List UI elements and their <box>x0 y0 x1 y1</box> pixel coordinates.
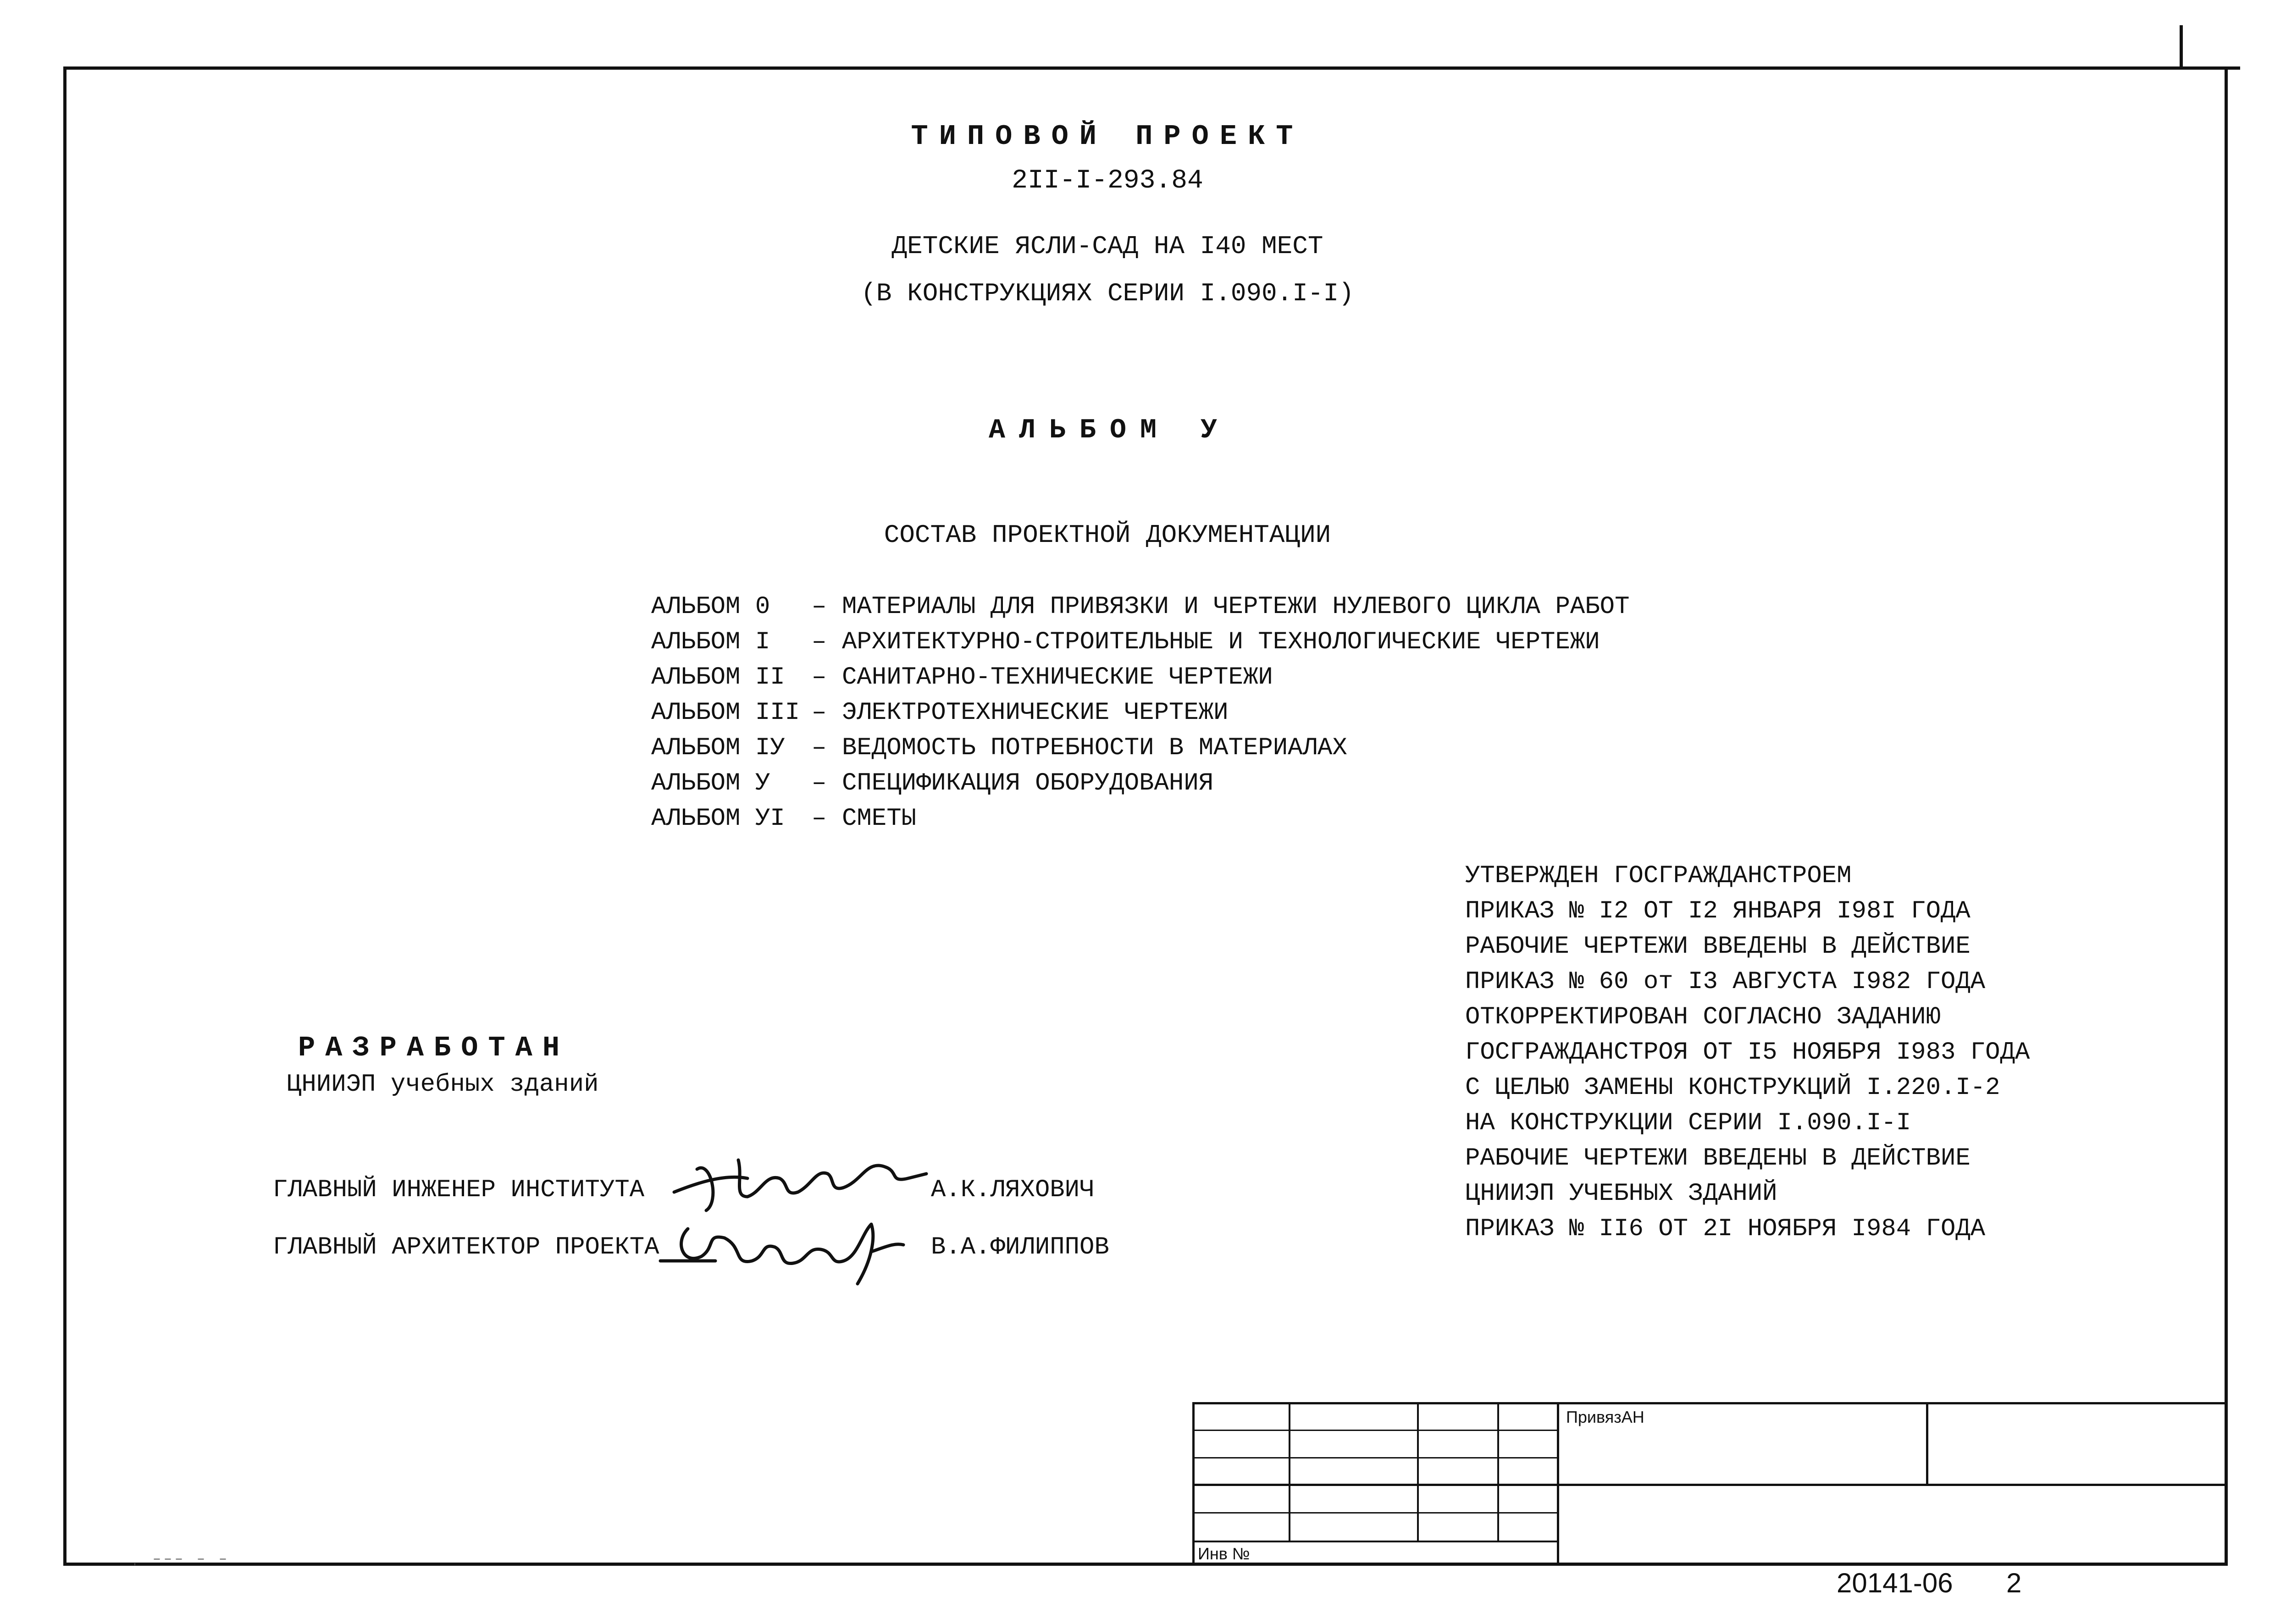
dash: – <box>812 593 827 621</box>
dash: – <box>812 769 827 797</box>
album-description: ВЕДОМОСТЬ ПОТРЕБНОСТИ В МАТЕРИАЛАХ <box>842 734 1347 762</box>
album-list <box>651 589 1629 836</box>
approval-line: НА КОНСТРУКЦИИ СЕРИИ I.090.I-I <box>1465 1109 1911 1137</box>
album-description: СМЕТЫ <box>842 805 917 833</box>
list-item <box>651 589 1629 624</box>
list-item <box>651 695 1629 730</box>
chief-engineer-name: А.К.ЛЯХОВИЧ <box>931 1176 1095 1204</box>
frame-line-extension <box>2226 66 2240 70</box>
list-item <box>651 624 1629 660</box>
list-item <box>651 801 1629 836</box>
album-description: АРХИТЕКТУРНО-СТРОИТЕЛЬНЫЕ И ТЕХНОЛОГИЧЕСКИЕ ЧЕРТЕЖИ <box>842 628 1600 656</box>
approval-line: ПРИКАЗ № I2 ОТ I2 ЯНВАРЯ I98I ГОДА <box>1465 897 1971 925</box>
chief-engineer-role: ГЛАВНЫЙ ИНЖЕНЕР ИНСТИТУТА <box>273 1176 645 1204</box>
album-code: АЛЬБОМ 0 <box>651 593 770 621</box>
developed-by-heading: РАЗРАБОТАН <box>298 1032 570 1064</box>
list-item <box>651 660 1629 695</box>
album-code: АЛЬБОМ УI <box>651 805 785 833</box>
approval-line: ОТКОРРЕКТИРОВАН СОГЛАСНО ЗАДАНИЮ <box>1465 1003 1941 1031</box>
approval-line: ПРИКАЗ № II6 ОТ 2I НОЯБРЯ I984 ГОДА <box>1465 1215 1986 1243</box>
album-description: СПЕЦИФИКАЦИЯ ОБОРУДОВАНИЯ <box>842 769 1214 797</box>
dash: – <box>812 628 827 656</box>
album-description: САНИТАРНО-ТЕХНИЧЕСКИЕ ЧЕРТЕЖИ <box>842 663 1273 691</box>
chief-architect-signature <box>656 1197 931 1298</box>
privyazan-label: ПривязАН <box>1566 1408 1644 1426</box>
chief-architect-role: ГЛАВНЫЙ АРХИТЕКТОР ПРОЕКТА <box>273 1233 659 1261</box>
document-number: 20141-06 <box>1837 1568 1953 1598</box>
developer-organization: ЦНИИЭП учебных зданий <box>287 1071 599 1099</box>
dash: – <box>812 805 827 833</box>
approval-line: УТВЕРЖДЕН ГОСГРАЖДАНСТРОЕМ <box>1465 862 1852 890</box>
approval-line: РАБОЧИЕ ЧЕРТЕЖИ ВВЕДЕНЫ В ДЕЙСТВИЕ <box>1465 1144 1971 1172</box>
list-item <box>651 730 1629 766</box>
approval-line: ПРИКАЗ № 60 от I3 АВГУСТА I982 ГОДА <box>1465 968 1986 996</box>
approval-line: ГОСГРАЖДАНСТРОЯ ОТ I5 НОЯБРЯ I983 ГОДА <box>1465 1038 2030 1066</box>
album-description: ЭЛЕКТРОТЕХНИЧЕСКИЕ ЧЕРТЕЖИ <box>842 699 1229 727</box>
approval-line: ЦНИИЭП УЧЕБНЫХ ЗДАНИЙ <box>1465 1180 1777 1208</box>
title-stamp-table <box>1192 1402 2228 1566</box>
album-code: АЛЬБОМ II <box>651 663 785 691</box>
dash: – <box>812 663 827 691</box>
dash: – <box>812 699 827 727</box>
approval-block <box>1465 858 2030 1247</box>
approval-line: РАБОЧИЕ ЧЕРТЕЖИ ВВЕДЕНЫ В ДЕЙСТВИЕ <box>1465 933 1971 961</box>
corner-mark <box>2180 25 2183 67</box>
album-code: АЛЬБОМ У <box>651 769 770 797</box>
list-item <box>651 766 1629 801</box>
project-name: ДЕТСКИЕ ЯСЛИ-САД НА I40 МЕСТ <box>891 232 1323 261</box>
album-description: МАТЕРИАЛЫ ДЛЯ ПРИВЯЗКИ И ЧЕРТЕЖИ НУЛЕВОГО ЦИКЛА РАБОТ <box>842 593 1630 621</box>
construction-series: (В КОНСТРУКЦИЯХ СЕРИИ I.090.I-I) <box>861 279 1354 308</box>
album-code: АЛЬБОМ III <box>651 699 800 727</box>
chief-architect-name: В.А.ФИЛИППОВ <box>931 1233 1109 1261</box>
approval-line: С ЦЕЛЬЮ ЗАМЕНЫ КОНСТРУКЦИЙ I.220.I-2 <box>1465 1074 2000 1102</box>
dash: – <box>812 734 827 762</box>
scan-artifact: ˌ ‒‒‒ ‒ ‒ <box>131 1552 230 1567</box>
inventory-number-label: Инв № <box>1198 1544 1250 1563</box>
album-code: АЛЬБОМ IУ <box>651 734 785 762</box>
album-title: АЛЬБОМ У <box>988 415 1231 446</box>
sheet-number: 2 <box>2006 1568 2022 1598</box>
composition-heading: СОСТАВ ПРОЕКТНОЙ ДОКУМЕНТАЦИИ <box>884 520 1331 550</box>
project-code: 2II-I-293.84 <box>1012 166 1203 196</box>
document-type-title: ТИПОВОЙ ПРОЕКТ <box>911 120 1304 153</box>
album-code: АЛЬБОМ I <box>651 628 770 656</box>
